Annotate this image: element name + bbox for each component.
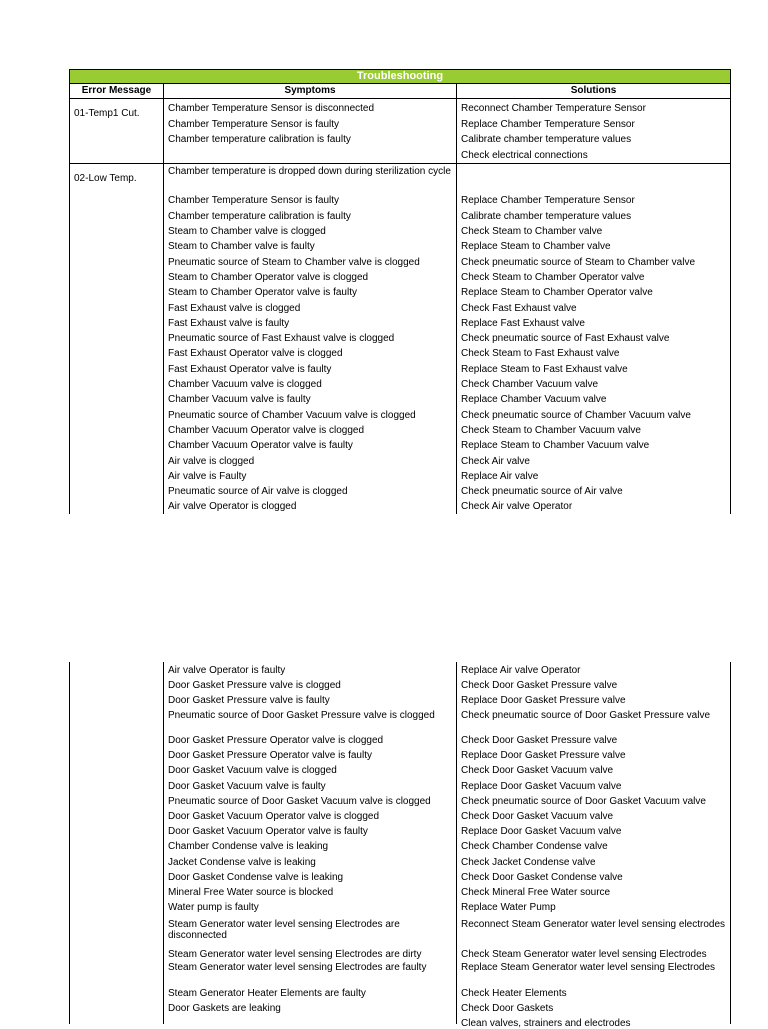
col-line: [456, 662, 457, 1024]
solution-cell: Check Jacket Condense valve: [461, 857, 596, 868]
col-line: [69, 662, 70, 1024]
header-error-message: Error Message: [69, 84, 164, 99]
solution-cell: Replace Door Gasket Vacuum valve: [461, 826, 622, 837]
solution-cell: Check Mineral Free Water source: [461, 887, 611, 898]
solution-cell: Check Air valve: [461, 456, 530, 467]
symptom-cell: Chamber Condense valve is leaking: [168, 841, 329, 852]
solution-cell: Check pneumatic source of Door Gasket Pressure valve: [461, 710, 710, 721]
symptom-cell: Pneumatic source of Fast Exhaust valve is clogged: [168, 333, 395, 344]
symptom-cell: Door Gasket Vacuum Operator valve is faulty: [168, 826, 368, 837]
symptom-cell: Door Gasket Vacuum valve is faulty: [168, 781, 326, 792]
symptom-cell: Door Gasket Vacuum Operator valve is clogged: [168, 811, 380, 822]
solution-cell: Replace Steam to Chamber Operator valve: [461, 287, 653, 298]
symptom-cell: Fast Exhaust valve is clogged: [168, 303, 301, 314]
symptom-cell: Chamber Temperature Sensor is faulty: [168, 119, 340, 130]
symptom-cell: Water pump is faulty: [168, 902, 259, 913]
symptom-cell: Steam Generator Heater Elements are faulty: [168, 988, 366, 999]
symptom-cell: Door Gasket Pressure valve is faulty: [168, 695, 330, 706]
symptom-cell: Fast Exhaust Operator valve is faulty: [168, 364, 332, 375]
symptom-cell: Fast Exhaust valve is faulty: [168, 318, 290, 329]
symptom-cell: Steam Generator water level sensing Electrodes are dirty: [168, 949, 422, 960]
symptom-cell: Pneumatic source of Chamber Vacuum valve is clogged: [168, 410, 416, 421]
solution-cell: Check Steam to Chamber valve: [461, 226, 603, 237]
symptom-cell: Chamber Temperature Sensor is disconnected: [168, 103, 375, 114]
col-line: [69, 99, 70, 514]
solution-cell: Replace Chamber Vacuum valve: [461, 394, 607, 405]
symptom-cell: Air valve Operator is faulty: [168, 665, 286, 676]
symptom-cell: Steam to Chamber valve is clogged: [168, 226, 326, 237]
solution-cell: Replace Steam to Fast Exhaust valve: [461, 364, 628, 375]
symptom-cell: Chamber Vacuum valve is faulty: [168, 394, 311, 405]
symptom-cell: Door Gasket Pressure Operator valve is faulty: [168, 750, 372, 761]
solution-cell: Replace Steam Generator water level sensing Electrodes: [461, 962, 716, 973]
symptom-cell: Mineral Free Water source is blocked: [168, 887, 334, 898]
symptom-cell: Pneumatic source of Steam to Chamber valve is clogged: [168, 257, 420, 268]
solution-cell: Check Door Gasket Vacuum valve: [461, 811, 614, 822]
symptom-cell: Fast Exhaust Operator valve is clogged: [168, 348, 343, 359]
solution-cell: Replace Steam to Chamber valve: [461, 241, 611, 252]
col-line: [730, 99, 731, 514]
symptom-cell: Pneumatic source of Door Gasket Vacuum valve is clogged: [168, 796, 431, 807]
solution-cell: Reconnect Steam Generator water level sensing electrodes: [461, 919, 726, 930]
troubleshooting-table-top: [69, 69, 731, 514]
table-title: Troubleshooting: [69, 69, 731, 84]
solution-cell: Replace Air valve Operator: [461, 665, 581, 676]
symptom-cell: Steam Generator water level sensing Electrodes are faulty: [168, 962, 427, 973]
symptom-cell: Chamber Vacuum Operator valve is clogged: [168, 425, 365, 436]
solution-cell: Calibrate chamber temperature values: [461, 211, 632, 222]
symptom-cell: Door Gasket Pressure Operator valve is clogged: [168, 735, 384, 746]
solution-cell: Check Heater Elements: [461, 988, 567, 999]
symptom-cell: Chamber Vacuum Operator valve is faulty: [168, 440, 353, 451]
symptom-cell: Steam Generator water level sensing Electrodes are disconnected: [168, 919, 400, 941]
solution-cell: Check Door Gasket Vacuum valve: [461, 765, 614, 776]
solution-cell: Replace Chamber Temperature Sensor: [461, 119, 635, 130]
solution-cell: Check Air valve Operator: [461, 501, 573, 512]
solution-cell: Replace Air valve: [461, 471, 539, 482]
symptom-cell: Air valve is clogged: [168, 456, 255, 467]
solution-cell: Check pneumatic source of Air valve: [461, 486, 623, 497]
header-symptoms: Symptoms: [163, 84, 457, 99]
solution-cell: Check Fast Exhaust valve: [461, 303, 577, 314]
header-solutions: Solutions: [456, 84, 731, 99]
symptom-cell: Chamber temperature is dropped down during sterilization cycle: [168, 166, 451, 177]
symptom-cell: Jacket Condense valve is leaking: [168, 857, 316, 868]
row-divider: [69, 163, 731, 164]
solution-cell: Check Door Gasket Condense valve: [461, 872, 623, 883]
solution-cell: Replace Steam to Chamber Vacuum valve: [461, 440, 650, 451]
solution-cell: Check Steam Generator water level sensing Electrodes: [461, 949, 707, 960]
col-line: [456, 99, 457, 514]
solution-cell: Replace Door Gasket Pressure valve: [461, 695, 626, 706]
symptom-cell: Steam to Chamber valve is faulty: [168, 241, 315, 252]
symptom-cell: Chamber temperature calibration is faulty: [168, 134, 351, 145]
solution-cell: Check pneumatic source of Chamber Vacuum valve: [461, 410, 691, 421]
solution-cell: Check Chamber Vacuum valve: [461, 379, 599, 390]
symptom-cell: Door Gasket Condense valve is leaking: [168, 872, 344, 883]
solution-cell: Check Steam to Chamber Vacuum valve: [461, 425, 641, 436]
solution-cell: Check Door Gasket Pressure valve: [461, 735, 618, 746]
col-line: [163, 662, 164, 1024]
solution-cell: Replace Water Pump: [461, 902, 556, 913]
solution-cell: Check Door Gasket Pressure valve: [461, 680, 618, 691]
symptom-cell: Steam to Chamber Operator valve is clogged: [168, 272, 369, 283]
solution-cell: Replace Door Gasket Pressure valve: [461, 750, 626, 761]
symptom-cell: Door Gasket Pressure valve is clogged: [168, 680, 341, 691]
symptom-cell: Air valve Operator is clogged: [168, 501, 297, 512]
symptom-cell: Pneumatic source of Air valve is clogged: [168, 486, 348, 497]
solution-cell: Check Steam to Chamber Operator valve: [461, 272, 645, 283]
solution-cell: Replace Fast Exhaust valve: [461, 318, 585, 329]
solution-cell: Reconnect Chamber Temperature Sensor: [461, 103, 646, 114]
solution-cell: Calibrate chamber temperature values: [461, 134, 632, 145]
solution-cell: Check pneumatic source of Steam to Chamber valve: [461, 257, 695, 268]
solution-cell: Clean valves, strainers and electrodes: [461, 1018, 631, 1029]
solution-cell: Check Steam to Fast Exhaust valve: [461, 348, 620, 359]
error-cell: 02-Low Temp.: [74, 173, 137, 184]
symptom-cell: Chamber Vacuum valve is clogged: [168, 379, 322, 390]
solution-cell: Check pneumatic source of Door Gasket Vacuum valve: [461, 796, 706, 807]
solution-cell: Replace Door Gasket Vacuum valve: [461, 781, 622, 792]
solution-cell: Replace Chamber Temperature Sensor: [461, 195, 635, 206]
symptom-cell: Door Gaskets are leaking: [168, 1003, 281, 1014]
symptom-cell: Chamber temperature calibration is faulty: [168, 211, 351, 222]
error-cell: 01-Temp1 Cut.: [74, 108, 140, 119]
symptom-cell: Chamber Temperature Sensor is faulty: [168, 195, 340, 206]
symptom-cell: Pneumatic source of Door Gasket Pressure valve is clogged: [168, 710, 435, 721]
solution-cell: Check electrical connections: [461, 150, 588, 161]
solution-cell: Check Door Gaskets: [461, 1003, 554, 1014]
symptom-cell: Air valve is Faulty: [168, 471, 247, 482]
col-line: [163, 99, 164, 514]
col-line: [730, 662, 731, 1024]
symptom-cell: Steam to Chamber Operator valve is faulty: [168, 287, 357, 298]
symptom-cell: Door Gasket Vacuum valve is clogged: [168, 765, 337, 776]
solution-cell: Check Chamber Condense valve: [461, 841, 608, 852]
solution-cell: Check pneumatic source of Fast Exhaust valve: [461, 333, 670, 344]
troubleshooting-table-bottom: [69, 662, 731, 1029]
